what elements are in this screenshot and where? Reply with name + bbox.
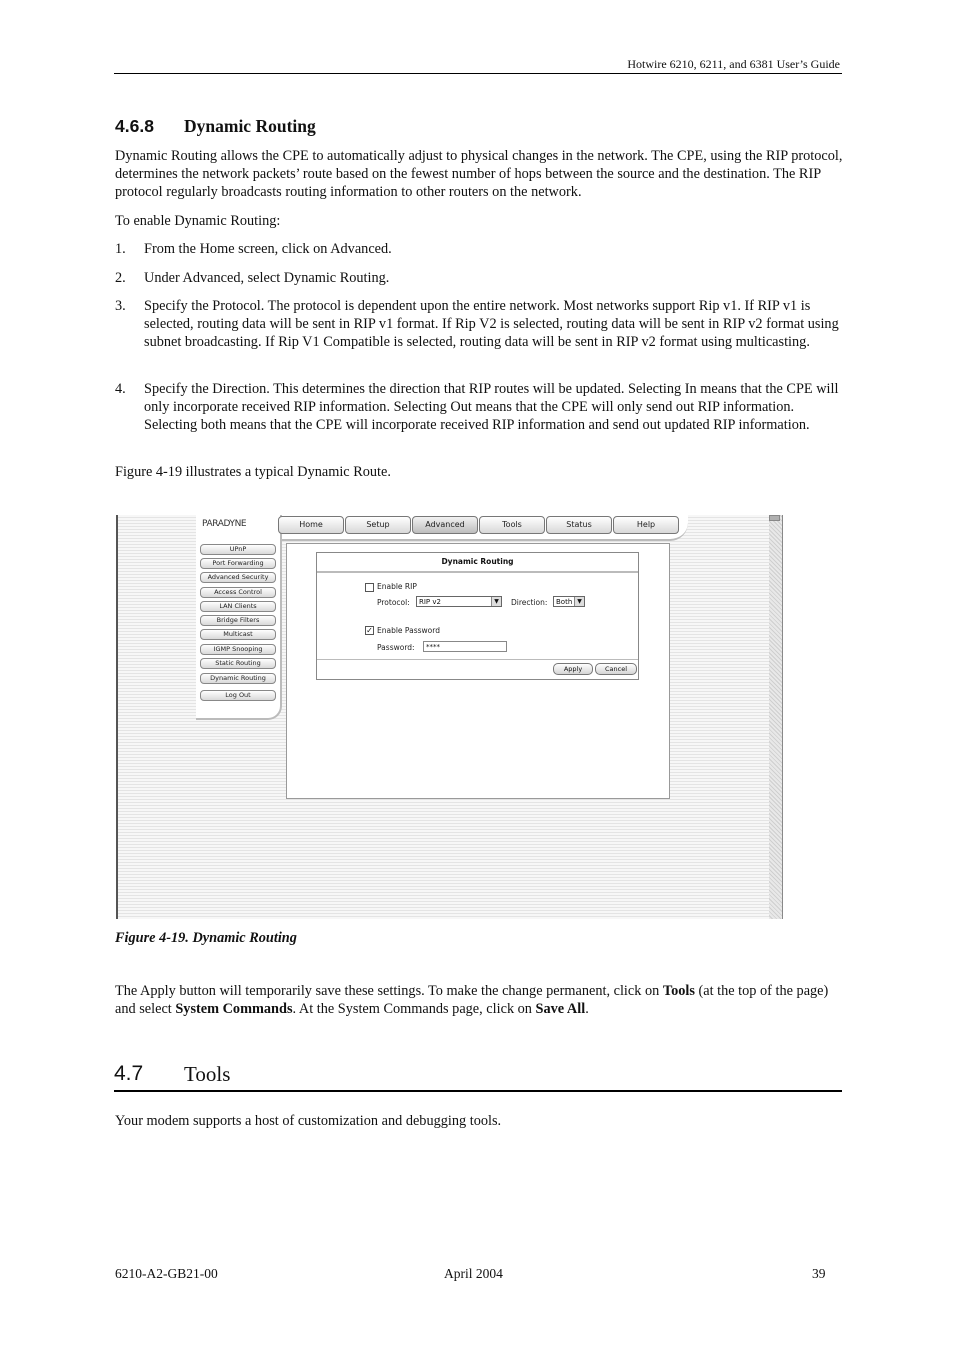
list-number: 3. [115, 298, 126, 314]
protocol-label: Protocol: [377, 598, 410, 607]
list-item [115, 297, 843, 352]
apply-note-text: The Apply button will temporarily save these settings. To make the change permanent, click on [115, 983, 663, 999]
list-text: Specify the Direction. This determines the direction that RIP routes will be updated. Selecting In means that the CPE will only incorporate received RIP information. Selecting Out means that the CPE will only send out RIP information. Selecting both means that the CPE will incorporate received RIP information and send out updated RIP information. [144, 381, 839, 434]
apply-button[interactable]: Apply [553, 663, 593, 675]
section-heading-tools [114, 1062, 842, 1092]
figure-reference: Figure 4-19 illustrates a typical Dynamic Route. [115, 464, 391, 480]
enable-password-label: Enable Password [377, 626, 440, 635]
dynamic-routing-panel [316, 552, 639, 680]
section-title: Dynamic Routing [184, 116, 316, 136]
section-number: 4.7 [114, 1062, 144, 1085]
sidebar-item-dynamic-routing[interactable]: Dynamic Routing [200, 673, 276, 684]
paradyne-logo: PARADYNE [202, 519, 247, 529]
sidebar-item-igmp-snooping[interactable]: IGMP Snooping [200, 644, 276, 655]
sidebar-item-upnp[interactable]: UPnP [200, 544, 276, 555]
apply-note-text: . At the System Commands page, click on [292, 1001, 536, 1018]
scroll-thumb[interactable] [769, 515, 780, 521]
header-rule [114, 73, 842, 74]
sidebar-item-advanced-security[interactable]: Advanced Security [200, 572, 276, 583]
apply-note-text: (at the top of the page) and select [115, 983, 829, 1018]
sidebar-item-static-routing[interactable]: Static Routing [200, 658, 276, 669]
tab-setup[interactable]: Setup [345, 516, 411, 534]
list-item [115, 380, 843, 435]
protocol-value: RIP v2 [419, 598, 441, 606]
chevron-down-icon: ▼ [491, 597, 501, 606]
dynamic-routing-screenshot [116, 515, 783, 919]
checkmark-icon: ✓ [366, 626, 373, 635]
intro-paragraph: Dynamic Routing allows the CPE to automatically adjust to physical changes in the network. The CPE, using the RIP protocol, determines the network packets’ route based on the fewest number of hops between the source and the destination. The RIP protocol regularly broadcasts routing information to other routers on the network. [115, 148, 843, 201]
footer-page-number: 39 [812, 1266, 826, 1281]
list-number: 2. [115, 270, 126, 286]
sidebar-item-access-control[interactable]: Access Control [200, 587, 276, 598]
enable-rip-checkbox[interactable] [365, 583, 374, 592]
panel-divider [317, 659, 638, 660]
apply-note-text: . [585, 1001, 589, 1018]
apply-note-save-all: Save All [535, 1001, 586, 1018]
list-item [115, 269, 843, 287]
tools-paragraph: Your modem supports a host of customization and debugging tools. [115, 1113, 502, 1129]
password-label: Password: [377, 643, 415, 652]
list-number: 4. [115, 381, 126, 397]
figure-caption: Figure 4-19. Dynamic Routing [115, 930, 297, 946]
direction-label: Direction: [511, 598, 548, 607]
enable-rip-label: Enable RIP [377, 582, 417, 591]
list-text: Under Advanced, select Dynamic Routing. [144, 270, 390, 286]
sidebar-item-lan-clients[interactable]: LAN Clients [200, 601, 276, 612]
list-item [115, 240, 843, 258]
footer-date: April 2004 [444, 1266, 503, 1281]
tab-home[interactable]: Home [278, 516, 344, 534]
sidebar-item-bridge-filters[interactable]: Bridge Filters [200, 615, 276, 626]
section-title: Tools [184, 1062, 231, 1086]
enable-password-checkbox[interactable] [365, 626, 374, 635]
panel-title: Dynamic Routing [317, 553, 638, 573]
tab-status[interactable]: Status [546, 516, 612, 534]
chevron-down-icon: ▼ [574, 597, 584, 606]
running-header: Hotwire 6210, 6211, and 6381 User’s Guide [627, 57, 840, 71]
apply-note [115, 982, 843, 1018]
direction-value: Both [556, 598, 573, 606]
sidebar-item-port-forwarding[interactable]: Port Forwarding [200, 558, 276, 569]
list-text: From the Home screen, click on Advanced. [144, 241, 392, 257]
vertical-scrollbar[interactable] [769, 515, 782, 919]
section-number: 4.6.8 [115, 116, 154, 136]
tab-advanced[interactable]: Advanced [412, 516, 478, 534]
section-heading [115, 116, 316, 137]
enable-lead: To enable Dynamic Routing: [115, 213, 281, 229]
cancel-button[interactable]: Cancel [595, 663, 637, 675]
password-input[interactable]: **** [423, 641, 507, 652]
direction-select[interactable] [553, 596, 585, 607]
list-number: 1. [115, 241, 126, 257]
footer-doc-id: 6210-A2-GB21-00 [115, 1266, 218, 1281]
sidebar-item-multicast[interactable]: Multicast [200, 629, 276, 640]
apply-note-system-commands: System Commands [175, 1001, 293, 1018]
sidebar-item-log-out[interactable]: Log Out [200, 690, 276, 701]
tab-help[interactable]: Help [613, 516, 679, 534]
protocol-select[interactable] [416, 596, 502, 607]
apply-note-tools: Tools [662, 983, 695, 999]
list-text: Specify the Protocol. The protocol is dependent upon the entire network. Most networks support Rip v1. If RIP v1 is selected, routing data will be sent in RIP v1 format. If Rip V2 is selected, routing data will be sent in RIP v2 format using subnet broadcasting. If Rip V1 Compatible is selected, routing data will be sent in RIP v2 format using multicasting. [144, 298, 839, 351]
tab-tools[interactable]: Tools [479, 516, 545, 534]
